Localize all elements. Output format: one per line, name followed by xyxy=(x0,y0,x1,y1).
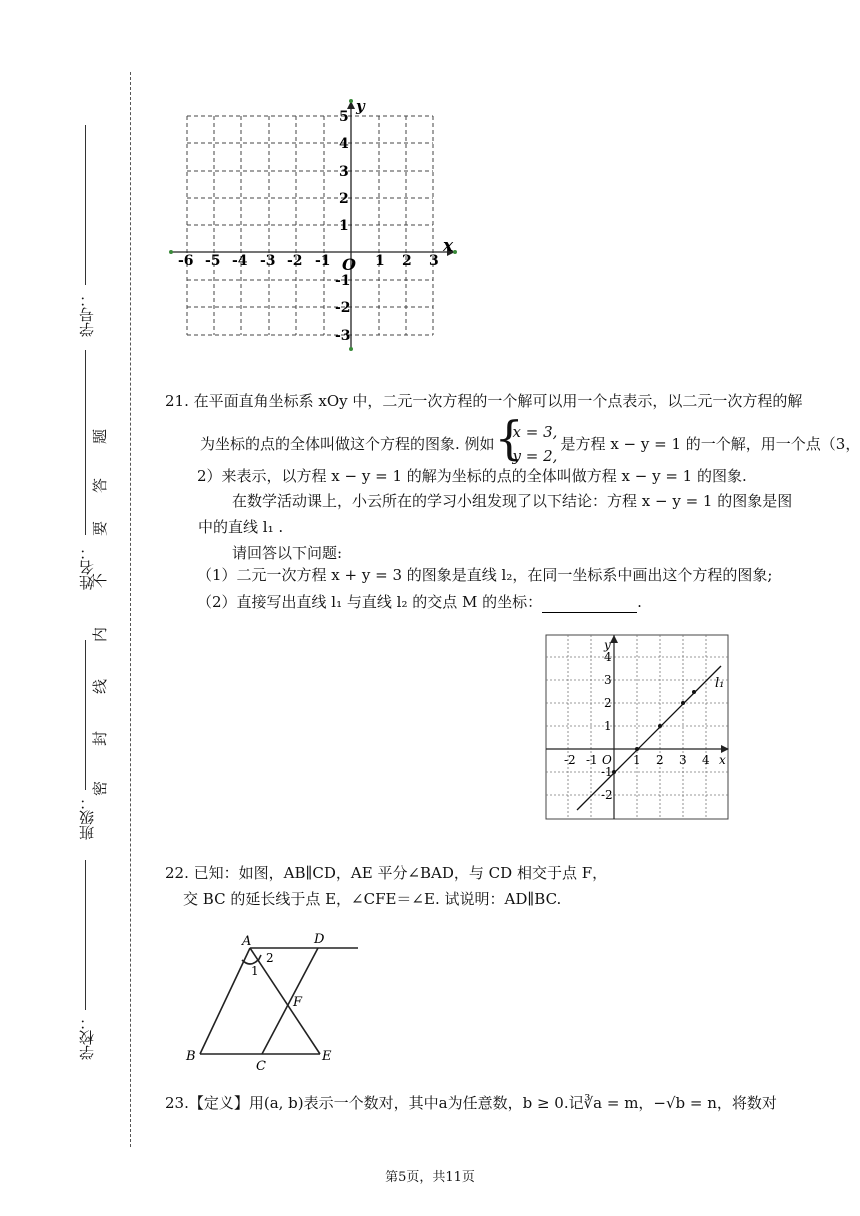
seal-char-8: 题 xyxy=(91,428,110,445)
g2-origin: O xyxy=(602,753,612,767)
q21-line5: 中的直线 l₁ . xyxy=(198,518,284,536)
g2-x-tick: 1 xyxy=(633,753,641,767)
point-e: E xyxy=(322,1049,332,1064)
g2-x-tick: -2 xyxy=(564,753,576,767)
angle-2: 2 xyxy=(266,951,274,965)
class-label: 班级： xyxy=(78,795,96,840)
g2-x-tick: -1 xyxy=(586,753,598,767)
q21-line4: 在数学活动课上，小云所在的学习小组发现了以下结论：方程 x − y = 1 的图象是图 xyxy=(232,492,793,510)
parallel-lines-figure xyxy=(178,928,368,1074)
q21-part1: （1）二元一次方程 x + y = 3 的图象是直线 l₂，在同一坐标系中画出这个方程的图象; xyxy=(197,566,773,584)
g1-origin: O xyxy=(342,255,356,274)
seal-char-5: 不 xyxy=(91,572,110,589)
q21-line3: 2）来表示，以方程 x − y = 1 的解为坐标的点的全体叫做方程 x − y = 1 的图象. xyxy=(197,467,747,485)
point-f: F xyxy=(293,995,303,1010)
g1-x-tick: -5 xyxy=(205,253,221,269)
g1-x-tick: -2 xyxy=(287,253,303,269)
name-label: 姓名： xyxy=(78,545,96,590)
school-underline xyxy=(85,860,86,1010)
page-number: 第5页，共11页 xyxy=(385,1170,475,1185)
seal-char-6: 要 xyxy=(91,520,110,537)
g2-x-label: x xyxy=(719,753,726,767)
point-b: B xyxy=(186,1049,196,1064)
equation-system: { x = 3, y = 2, xyxy=(494,411,558,465)
point-c: C xyxy=(256,1059,266,1074)
seal-char-7: 答 xyxy=(91,477,110,494)
g2-x-tick: 3 xyxy=(679,753,687,767)
g1-y-tick: 3 xyxy=(339,164,349,180)
seal-char-4: 内 xyxy=(91,626,110,643)
g2-y-tick: 1 xyxy=(604,719,612,733)
angle-1: 1 xyxy=(251,964,259,978)
g1-x-tick: -6 xyxy=(178,253,194,269)
q21-line1: 21. 在平面直角坐标系 xOy 中，二元一次方程的一个解可以用一个点表示，以二元一次方程的解 xyxy=(165,392,803,410)
q21-line2-post: 是方程 x − y = 1 的一个解，用一个点（3， xyxy=(560,435,860,453)
q23-line1: 23.【定义】用(a, b)表示一个数对，其中a为任意数，b ≥ 0.记∛a = m，−√b = n，将数对 xyxy=(165,1094,777,1112)
q21-line2-pre: 为坐标的点的全体叫做这个方程的图象. 例如 xyxy=(200,435,495,453)
g2-x-tick: 2 xyxy=(656,753,664,767)
q22-line1: 22. 已知：如图，AB∥CD，AE 平分∠BAD，与 CD 相交于点 F， xyxy=(165,864,608,882)
system-top: x = 3, xyxy=(512,423,558,441)
q21-part2 xyxy=(197,591,642,613)
student-id-underline xyxy=(85,125,86,285)
system-bottom: y = 2, xyxy=(512,447,558,465)
g1-y-tick: -3 xyxy=(335,328,351,344)
blank-coordinate-grid xyxy=(165,95,465,355)
seal-char-1: 密 xyxy=(91,780,110,797)
point-d: D xyxy=(314,932,325,947)
g2-y-label: y xyxy=(604,638,611,652)
g2-y-tick: -2 xyxy=(601,788,613,802)
class-underline xyxy=(85,640,86,790)
line-l1 xyxy=(577,666,721,810)
seal-char-2: 封 xyxy=(91,730,110,747)
q21-line6: 请回答以下问题: xyxy=(232,544,343,562)
g1-x-label: x xyxy=(443,236,454,256)
line-l1-graph xyxy=(545,634,731,822)
q21-part2-text: （2）直接写出直线 l₁ 与直线 l₂ 的交点 M 的坐标： xyxy=(197,593,543,611)
q21-line2 xyxy=(200,411,860,467)
g2-line-label: l₁ xyxy=(715,676,725,691)
name-underline xyxy=(85,350,86,535)
school-label: 学校： xyxy=(78,1015,96,1060)
g1-y-label: y xyxy=(356,97,365,115)
g1-y-tick: 2 xyxy=(339,191,349,207)
point-a: A xyxy=(242,934,252,949)
g1-y-tick: 5 xyxy=(339,109,349,125)
g1-x-tick: -3 xyxy=(260,253,276,269)
g1-y-tick: -1 xyxy=(335,273,351,289)
student-id-label: 学号： xyxy=(78,292,96,337)
g2-x-tick: 4 xyxy=(702,753,710,767)
g1-y-tick: -2 xyxy=(335,300,351,316)
g2-y-tick: 3 xyxy=(604,673,612,687)
seal-char-3: 线 xyxy=(91,678,110,695)
g1-x-tick: 2 xyxy=(402,253,412,269)
q22-line2: 交 BC 的延长线于点 E，∠CFE＝∠E. 试说明：AD∥BC. xyxy=(183,890,562,908)
g1-x-tick: 1 xyxy=(375,253,385,269)
binding-dashed-line xyxy=(130,72,131,1147)
g1-x-tick: 3 xyxy=(429,253,439,269)
g1-x-tick: -4 xyxy=(232,253,248,269)
g1-x-tick: -1 xyxy=(315,253,331,269)
g2-y-tick: 2 xyxy=(604,696,612,710)
answer-blank[interactable] xyxy=(542,598,637,613)
g1-y-tick: 1 xyxy=(339,218,349,234)
g2-y-tick: 4 xyxy=(604,650,612,664)
g1-y-tick: 4 xyxy=(339,136,349,152)
q21-part2-end: . xyxy=(637,593,642,611)
g2-y-tick: -1 xyxy=(601,765,613,779)
